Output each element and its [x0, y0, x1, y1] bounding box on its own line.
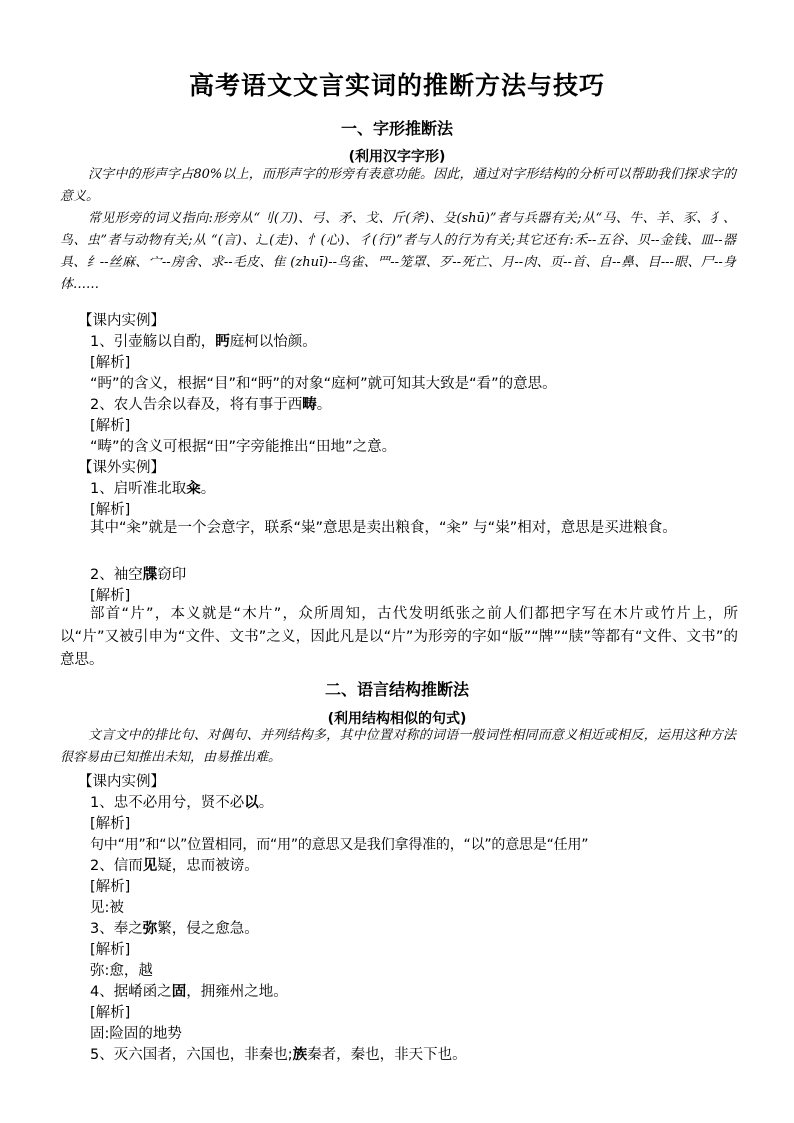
- analysis-label: [解析]: [90, 816, 131, 832]
- keyword: 牒: [142, 567, 158, 583]
- example-line: 1、引壶觞以自酌，眄庭柯以怡颜。: [90, 334, 317, 350]
- section2-para1: 文言文中的排比句、对偶句、并列结构多，其中位置对称的词语一般词性相同而意义相近或相反，运用这种方法很容易由已知推出未知，由易推出难。: [60, 728, 736, 765]
- analysis-label: [解析]: [90, 502, 131, 518]
- keyword: 眄: [215, 334, 230, 350]
- keyword: 固: [171, 984, 187, 1000]
- section1-heading: 一、字形推断法: [340, 119, 453, 138]
- example-line: 2、农人告余以春及，将有事于西畴。: [90, 397, 332, 413]
- example-line: 1、启听准北取籴。: [90, 481, 216, 497]
- analysis-label: [解析]: [90, 942, 131, 958]
- analysis-label: [解析]: [90, 879, 131, 895]
- analysis-label: [解析]: [90, 588, 131, 604]
- example-line: 2、信而见疑，忠而被谤。: [90, 858, 259, 874]
- analysis-label: [解析]: [90, 418, 131, 434]
- analysis-label: [解析]: [90, 355, 131, 371]
- in-class-label: 【课内实例】: [78, 313, 165, 329]
- section1-para1: 汉字中的形声字占80%以上，而形声字的形旁有表意功能。因此，通过对字形结构的分析可以帮助我们探求字的意义。: [60, 167, 736, 204]
- analysis-text: 弥:愈，越: [90, 963, 153, 979]
- analysis-label: [解析]: [90, 1005, 131, 1021]
- example-line: 5、灭六国者，六国也，非秦也;族秦者，秦也，非天下也。: [90, 1047, 467, 1063]
- section2-intro: [60, 725, 736, 769]
- example-line: 2、袖空牒窃印: [90, 567, 187, 583]
- analysis-text: 见:被: [90, 900, 124, 916]
- section1-subheading: (利用汉字字形): [348, 149, 446, 165]
- analysis-text: “眄”的含义，根据“目”和“眄”的对象“庭柯”就可知其大致是“看”的意思。: [90, 376, 557, 392]
- analysis-text: 固:险固的地势: [90, 1026, 182, 1042]
- in-class-label: 【课内实例】: [78, 774, 165, 790]
- page-title: 高考语文文言实词的推断方法与技巧: [188, 71, 605, 100]
- analysis-text: 句中“用”和“以”位置相同，而“用”的意思又是我们拿得准的，“以”的意思是“任用”: [90, 837, 589, 853]
- keyword: 畴: [302, 397, 317, 413]
- analysis-text: 其中“籴”就是一个会意字，联系“粜”意思是卖出粮食，“籴” 与“粜”相对，意思是买进粮食。: [90, 520, 677, 536]
- section2-subheading: (利用结构相似的句式): [327, 711, 467, 727]
- keyword: 弥: [142, 921, 158, 937]
- keyword: 族: [292, 1047, 308, 1063]
- analysis-text: “畴”的含义可根据“田”字旁能推出“田地”之意。: [90, 439, 397, 455]
- section1-intro: [60, 164, 736, 296]
- example-line: 3、奉之弥繁，侵之愈急。: [90, 921, 259, 937]
- keyword: 见: [142, 858, 158, 874]
- example-line: 4、据崤函之固，拥雍州之地。: [90, 984, 288, 1000]
- section2-heading: 二、语言结构推断法: [324, 680, 469, 699]
- example-line: 1、忠不必用兮，贤不必以。: [90, 795, 274, 811]
- keyword: 籴: [186, 481, 201, 497]
- keyword: 以: [244, 795, 259, 811]
- analysis-text: 部首“片”，本义就是“木片”，众所周知，古代发明纸张之前人们都把字写在木片或竹片上，所以“片”又被引申为“文件、文书”之义，因此凡是以“片”为形旁的字如“版”“牌”“牍”等都有“文件、文书”的意思。: [60, 606, 738, 668]
- out-class-label: 【课外实例】: [78, 460, 165, 476]
- section1-para2: 常见形旁的词义指向:形旁从“刂(刀)、弓、矛、戈、斤(斧)、殳(shū)”者与兵器有关;从“马、牛、羊、豕、犭、鸟、虫”者与动物有关;从 “(言)、辶(走)、忄(心)、彳(行)”者与人的行为有关;其它还有:禾--五谷、贝--金钱、皿--器具、纟--丝麻、宀--房舍、求--毛皮、隹 (zhuī)--鸟雀、罒--笼罩、歹--死亡、月--肉、页--首、自--鼻、目---眼、尸--身体……: [60, 211, 736, 292]
